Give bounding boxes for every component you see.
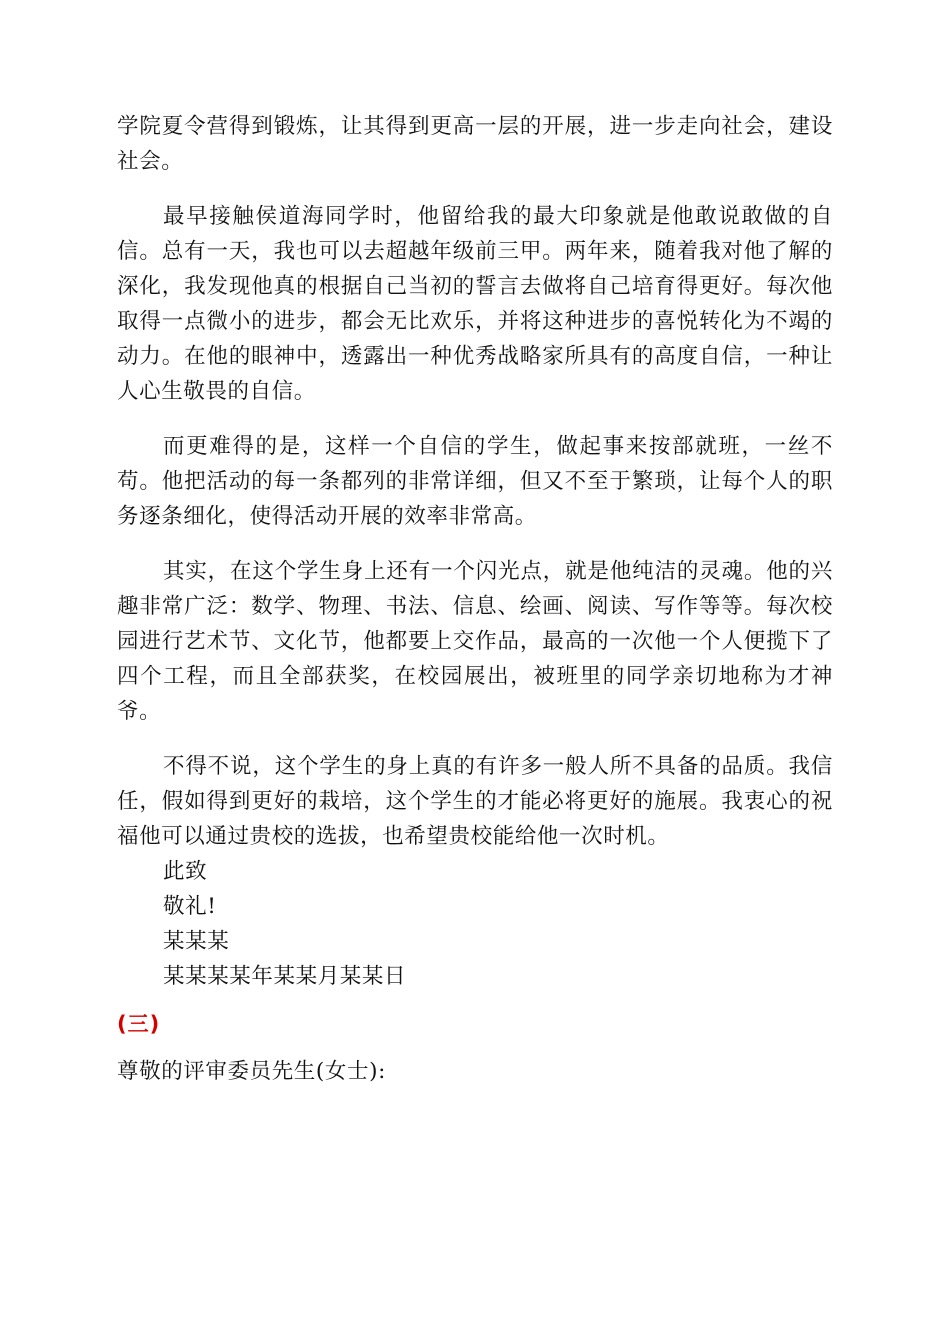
paragraph-recommendation: 不得不说，这个学生的身上真的有许多一般人所不具备的品质。我信任，假如得到更好的栽培，这个学生的才能必将更好的施展。我衷心的祝福他可以通过贵校的选拔，也希望贵校能给他一次时机。 (117, 754, 833, 849)
paragraph-diligence: 而更难得的是，这样一个自信的学生，做起事来按部就班，一丝不苟。他把活动的每一条都列的非常详细，但又不至于繁琐，让每个人的职务逐条细化，使得活动开展的效率非常高。 (117, 434, 833, 529)
paragraph-confidence: 最早接触侯道海同学时，他留给我的最大印象就是他敢说敢做的自信。总有一天，我也可以去超越年级前三甲。两年来，随着我对他了解的深化，我发现他真的根据自己当初的誓言去做将自己培育得更好。每次他取得一点微小的进步，都会无比欢乐，并将这种进步的喜悦转化为不竭的动力。在他的眼神中，透露出一种优秀战略家所具有的高度自信，一种让人心生敬畏的自信。 (117, 204, 833, 404)
closing-line-1: 此致 (163, 859, 208, 884)
letter-body (117, 109, 833, 1089)
closing-line-2: 敬礼! (163, 894, 217, 919)
date-line: 某某某某年某某月某某日 (163, 964, 407, 989)
signature: 某某某 (163, 929, 230, 954)
paragraph-continuation: 学院夏令营得到锻炼，让其得到更高一层的开展，进一步走向社会，建设社会。 (117, 114, 833, 174)
salutation: 尊敬的评审委员先生(女士): (117, 1059, 386, 1084)
section-heading: (三) (117, 1012, 161, 1036)
paragraph-interests: 其实，在这个学生身上还有一个闪光点，就是他纯洁的灵魂。他的兴趣非常广泛：数学、物理、书法、信息、绘画、阅读、写作等等。每次校园进行艺术节、文化节，他都要上交作品，最高的一次他一个人便揽下了四个工程，而且全部获奖，在校园展出，被班里的同学亲切地称为才神爷。 (117, 559, 833, 724)
